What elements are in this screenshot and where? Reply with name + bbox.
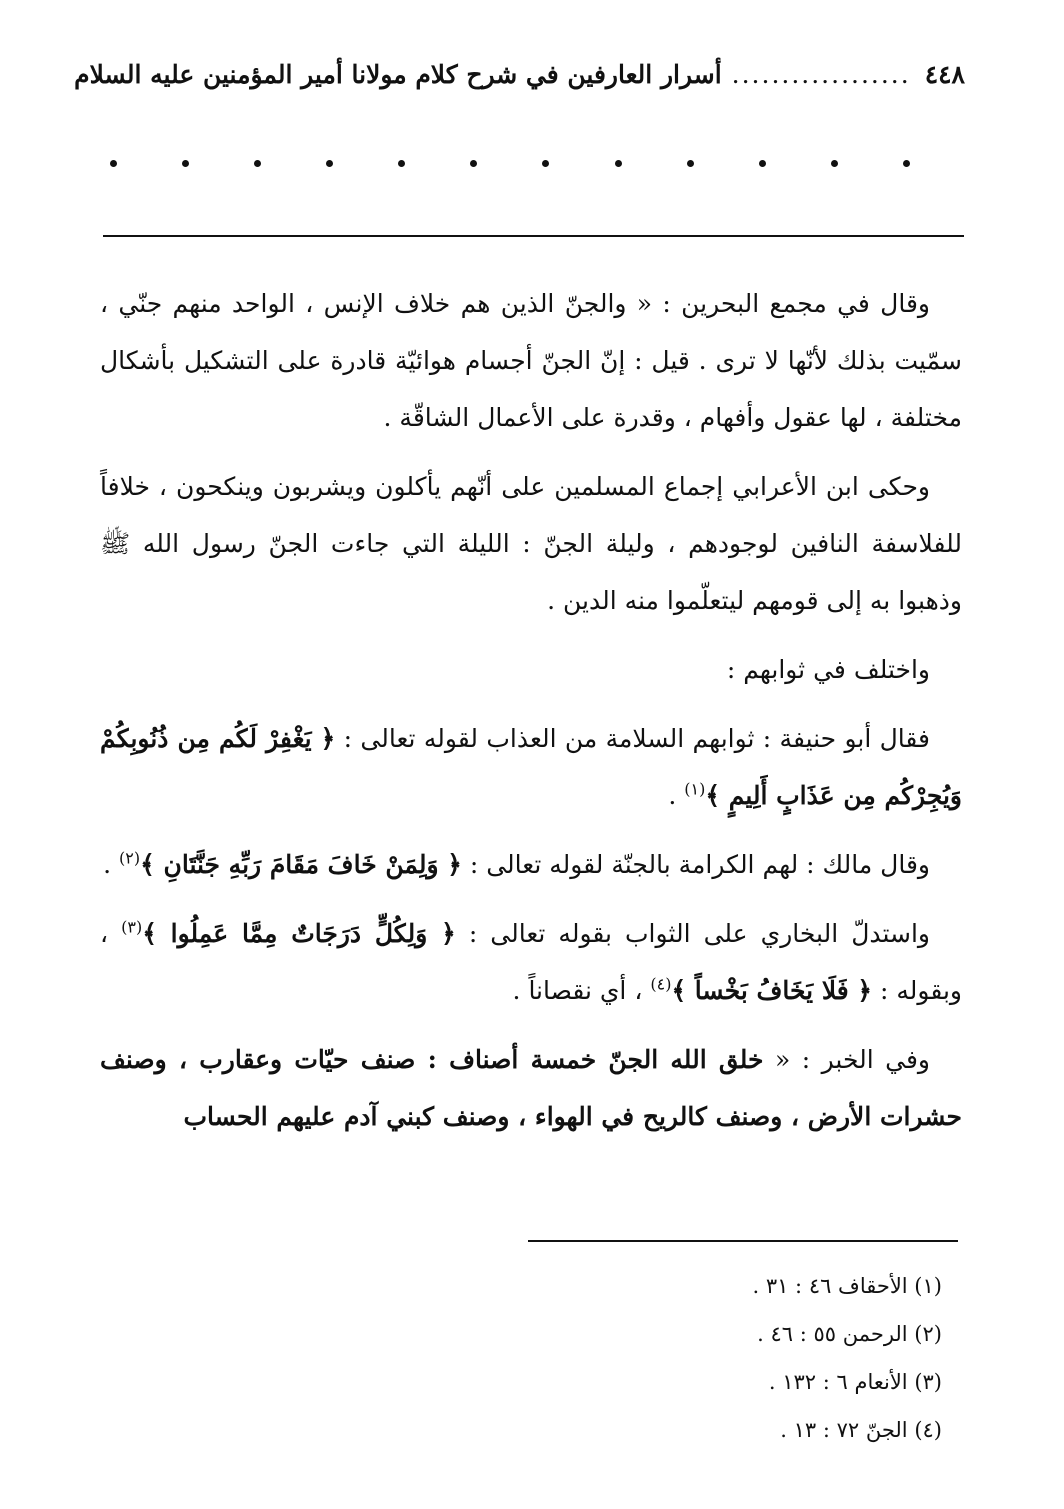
ornament-dot [470, 160, 477, 167]
paragraph-text: فقال أبو حنيفة : ثوابهم السلامة من العذاب لقوله تعالى : [335, 724, 930, 753]
ornament-dot [687, 160, 694, 167]
paragraph [100, 836, 962, 893]
paragraph [100, 905, 962, 1019]
footnote-ref: (١) [684, 779, 706, 799]
page-header [74, 52, 965, 96]
paragraph [100, 641, 962, 698]
footnote-ref: (٣) [121, 917, 143, 937]
paragraph-text: واستدلّ البخاري على الثواب بقوله تعالى : [455, 919, 931, 948]
ornament-dot [831, 160, 838, 167]
quran-verse: ﴿ وَلِمَنْ خَافَ مَقَامَ رَبِّهِ جَنَّتَانِ ﴾ [140, 850, 462, 879]
paragraph-text: ، أي نقصاناً . [512, 976, 651, 1005]
header-leader-dots: .................. [731, 59, 911, 89]
ornament-dot [615, 160, 622, 167]
footnote-ref: (٢) [119, 848, 141, 868]
ornament-dot [110, 160, 117, 167]
paragraph-text: . [668, 781, 685, 810]
footnote: (٣) الأنعام ٦ : ١٣٢ . [768, 1370, 942, 1394]
paragraph [100, 1031, 962, 1145]
footnote: (١) الأحقاف ٤٦ : ٣١ . [752, 1274, 942, 1298]
ornament-dot [182, 160, 189, 167]
paragraph-text: وقال مالك : لهم الكرامة بالجنّة لقوله تعالى : [461, 850, 930, 879]
paragraph-text: واختلف في ثوابهم : [726, 655, 930, 684]
paragraph-text: . [103, 850, 120, 879]
page-number: ٤٤٨ [924, 59, 965, 89]
footnote: (٤) الجنّ ٧٢ : ١٣ . [780, 1418, 942, 1442]
quran-verse: ﴿ وَلِكُلٍّ دَرَجَاتٌ مِمَّا عَمِلُوا ﴾ [142, 919, 456, 948]
running-title: أسرار العارفين في شرح كلام مولانا أمير المؤمنين عليه السلام [74, 59, 722, 89]
ornament-dot [903, 160, 910, 167]
paragraph-text: وفي الخبر : « [763, 1045, 931, 1074]
paragraph-text: ، وبقوله : [100, 919, 962, 1005]
ornament-dot [326, 160, 333, 167]
paragraph [100, 275, 962, 446]
paragraph-text: وقال في مجمع البحرين : « والجنّ الذين هم خلاف الإنس ، الواحد منهم جنّي ، سمّيت بذلك لأنّها لا ترى . قيل : إنّ الجنّ أجسام هوائيّة قادرة على التشكيل بأشكال مختلفة ، لها عقول وأفهام ، وقدرة على الأعمال الشاقّة . [100, 289, 962, 432]
quran-verse: ﴿ فَلَا يَخَافُ بَخْساً ﴾ [671, 976, 873, 1005]
ornament-dot [542, 160, 549, 167]
footnote-ref: (٤) [650, 974, 672, 994]
quran-verse: ﴿ يَغْفِرْ لَكُم مِن ذُنُوبِكُمْ وَيُجِرْكُم مِن عَذَابٍ أَلِيمٍ ﴾ [100, 724, 962, 810]
paragraph-text: وحكى ابن الأعرابي إجماع المسلمين على أنّهم يأكلون ويشربون وينكحون ، خلافاً للفلاسفة النافين لوجودهم ، وليلة الجنّ : الليلة التي جاءت الجنّ رسول الله ﷺ وذهبوا به إلى قومهم ليتعلّموا منه الدين . [100, 472, 962, 615]
paragraph [100, 458, 962, 629]
header-rule [103, 235, 964, 237]
footnotes [520, 1262, 960, 1454]
ornament-dot [254, 160, 261, 167]
paragraph [100, 710, 962, 824]
footnote: (٢) الرحمن ٥٥ : ٤٦ . [757, 1322, 942, 1346]
ornament-dots [110, 160, 910, 167]
footnote-rule [528, 1240, 958, 1242]
main-text [100, 275, 962, 1157]
ornament-dot [759, 160, 766, 167]
hadith-text: خلق الله الجنّ خمسة أصناف : صنف حيّات وعقارب ، وصنف حشرات الأرض ، وصنف كالريح في الهواء ، وصنف كبني آدم عليهم الحساب [100, 1045, 962, 1131]
ornament-dot [398, 160, 405, 167]
